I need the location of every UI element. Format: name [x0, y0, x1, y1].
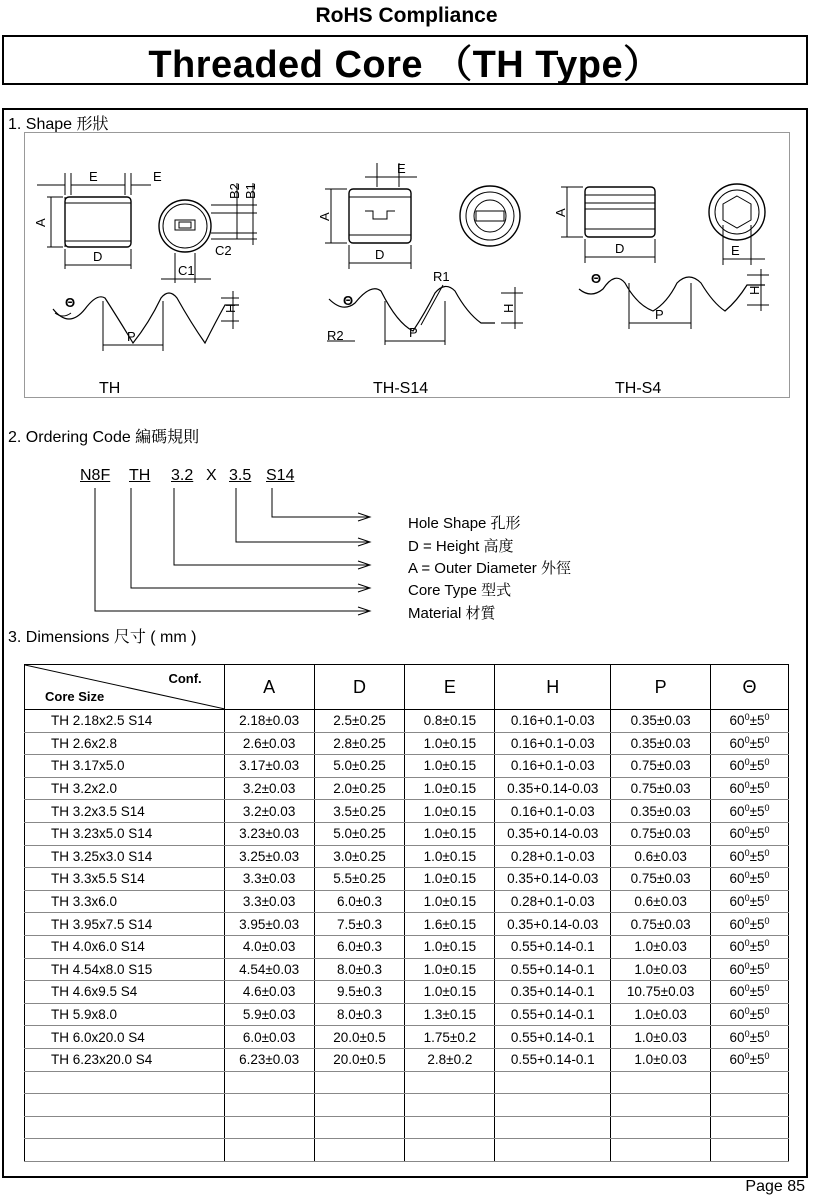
th-dim-c1: C1 [178, 263, 195, 278]
val-h-cell: 0.35+0.14-0.1 [495, 981, 611, 1004]
val-p-cell: 0.75±0.03 [611, 777, 711, 800]
table-row [25, 777, 789, 800]
degree-sup: 0 [744, 983, 750, 994]
val-a-cell: 5.9±0.03 [224, 1003, 314, 1026]
degree-sup: 0 [744, 1006, 750, 1017]
code-hole: S14 [266, 467, 295, 484]
degree-sup: 0 [764, 1006, 770, 1017]
val-p-cell: 0.75±0.03 [611, 913, 711, 936]
core-size-cell: TH 4.54x8.0 S15 [25, 958, 225, 981]
degree-sup: 0 [744, 915, 750, 926]
val-d-cell: 7.5±0.3 [314, 913, 405, 936]
val-d-cell: 5.0±0.25 [314, 822, 405, 845]
val-d-cell: 2.5±0.25 [314, 710, 405, 733]
empty-cell [405, 1139, 495, 1162]
s4-dim-h: H [747, 285, 762, 295]
core-size-cell: TH 3.17x5.0 [25, 755, 225, 778]
core-size-cell: TH 6.0x20.0 S4 [25, 1026, 225, 1049]
degree-sup: 0 [764, 712, 770, 723]
empty-cell [314, 1071, 405, 1094]
val-d-cell: 2.0±0.25 [314, 777, 405, 800]
val-h-cell: 0.55+0.14-0.1 [495, 1048, 611, 1071]
theta-cell [711, 777, 789, 800]
val-h-cell: 0.55+0.14-0.1 [495, 1026, 611, 1049]
code-x: X [206, 467, 217, 484]
val-a-cell: 3.95±0.03 [224, 913, 314, 936]
s14-dim-r2: R2 [327, 328, 344, 343]
table-row [25, 890, 789, 913]
theta-tolerance: ±5 [749, 894, 765, 910]
s14-dim-p: P [409, 325, 418, 340]
table-row [25, 1048, 789, 1071]
table-row [25, 710, 789, 733]
empty-cell [314, 1094, 405, 1117]
col-p: P [611, 665, 711, 710]
val-a-cell: 3.2±0.03 [224, 800, 314, 823]
val-h-cell: 0.35+0.14-0.03 [495, 913, 611, 936]
s4-dim-p: P [655, 307, 664, 322]
empty-row [25, 1071, 789, 1094]
th-dim-b2: B2 [227, 183, 242, 199]
theta-cell [711, 732, 789, 755]
val-d-cell: 5.0±0.25 [314, 755, 405, 778]
degree-sup: 0 [764, 915, 770, 926]
col-h: H [495, 665, 611, 710]
col-a: A [224, 665, 314, 710]
val-e-cell: 1.0±0.15 [405, 777, 495, 800]
degree-sup: 0 [744, 825, 750, 836]
val-e-cell: 1.75±0.2 [405, 1026, 495, 1049]
theta-cell [711, 913, 789, 936]
val-e-cell: 1.6±0.15 [405, 913, 495, 936]
theta-tolerance: ±5 [749, 848, 765, 864]
theta-cell [711, 800, 789, 823]
val-d-cell: 9.5±0.3 [314, 981, 405, 1004]
table-row [25, 755, 789, 778]
th-dim-p: P [127, 329, 136, 344]
theta-tolerance: ±5 [749, 713, 765, 729]
s14-dim-h: H [501, 303, 516, 313]
table-row [25, 935, 789, 958]
empty-row [25, 1139, 789, 1162]
empty-cell [25, 1094, 225, 1117]
degree-sup: 0 [744, 1051, 750, 1062]
title-box [2, 35, 808, 85]
val-d-cell: 20.0±0.5 [314, 1026, 405, 1049]
val-a-cell: 6.0±0.03 [224, 1026, 314, 1049]
val-a-cell: 3.25±0.03 [224, 845, 314, 868]
table-row [25, 732, 789, 755]
table-header-row [25, 665, 789, 710]
theta-tolerance: ±5 [749, 871, 765, 887]
theta-cell [711, 868, 789, 891]
section-ordering-title: 2. Ordering Code 編碼規則 [8, 429, 200, 446]
code-height: 3.5 [229, 467, 252, 484]
theta-value: 60 [729, 1029, 745, 1045]
degree-sup: 0 [764, 757, 770, 768]
theta-cell [711, 981, 789, 1004]
empty-cell [611, 1139, 711, 1162]
section-shape-title: 1. Shape 形狀 [8, 116, 109, 133]
degree-sup: 0 [764, 938, 770, 949]
core-size-cell: TH 3.3x6.0 [25, 890, 225, 913]
theta-cell [711, 958, 789, 981]
theta-cell [711, 845, 789, 868]
th-s14-diagram [317, 161, 523, 397]
th-dim-a: A [33, 218, 48, 227]
s14-dim-theta: Θ [343, 293, 354, 308]
th-diagram [33, 169, 258, 397]
val-p-cell: 1.0±0.03 [611, 958, 711, 981]
val-h-cell: 0.16+0.1-0.03 [495, 732, 611, 755]
theta-value: 60 [729, 916, 745, 932]
degree-sup: 0 [764, 734, 770, 745]
theta-cell [711, 822, 789, 845]
ordering-arrows [0, 480, 420, 630]
empty-cell [611, 1071, 711, 1094]
code-material: N8F [80, 467, 111, 484]
legend-core-type: Core Type 型式 [408, 582, 512, 599]
val-p-cell: 0.6±0.03 [611, 845, 711, 868]
theta-cell [711, 1026, 789, 1049]
val-a-cell: 2.18±0.03 [224, 710, 314, 733]
s14-dim-a: A [317, 212, 332, 221]
degree-sup: 0 [764, 1051, 770, 1062]
empty-cell [224, 1071, 314, 1094]
shape-drawings [25, 133, 791, 399]
core-size-cell: TH 3.23x5.0 S14 [25, 822, 225, 845]
val-e-cell: 1.0±0.15 [405, 755, 495, 778]
empty-cell [25, 1139, 225, 1162]
theta-tolerance: ±5 [749, 984, 765, 1000]
degree-sup: 0 [764, 847, 770, 858]
theta-value: 60 [729, 758, 745, 774]
s4-dim-theta: Θ [591, 271, 602, 286]
th-label: TH [99, 380, 121, 397]
code-diameter: 3.2 [171, 467, 194, 484]
val-a-cell: 3.2±0.03 [224, 777, 314, 800]
empty-cell [495, 1139, 611, 1162]
val-h-cell: 0.28+0.1-0.03 [495, 845, 611, 868]
val-e-cell: 1.0±0.15 [405, 958, 495, 981]
rohs-heading: RoHS Compliance [315, 4, 498, 27]
val-h-cell: 0.16+0.1-0.03 [495, 755, 611, 778]
theta-tolerance: ±5 [749, 1007, 765, 1023]
theta-value: 60 [729, 735, 745, 751]
degree-sup: 0 [744, 757, 750, 768]
theta-value: 60 [729, 871, 745, 887]
val-e-cell: 0.8±0.15 [405, 710, 495, 733]
val-p-cell: 0.75±0.03 [611, 755, 711, 778]
val-e-cell: 1.0±0.15 [405, 822, 495, 845]
theta-cell [711, 710, 789, 733]
empty-cell [405, 1094, 495, 1117]
core-size-cell: TH 6.23x20.0 S4 [25, 1048, 225, 1071]
theta-tolerance: ±5 [749, 826, 765, 842]
empty-cell [405, 1071, 495, 1094]
empty-cell [611, 1116, 711, 1139]
val-a-cell: 3.3±0.03 [224, 890, 314, 913]
val-d-cell: 20.0±0.5 [314, 1048, 405, 1071]
theta-value: 60 [729, 713, 745, 729]
s14-label: TH-S14 [373, 380, 429, 397]
theta-tolerance: ±5 [749, 781, 765, 797]
th-dim-theta: Θ [65, 295, 76, 310]
val-h-cell: 0.55+0.14-0.1 [495, 1003, 611, 1026]
th-dim-e2: E [153, 169, 162, 184]
val-h-cell: 0.16+0.1-0.03 [495, 710, 611, 733]
degree-sup: 0 [764, 825, 770, 836]
degree-sup: 0 [744, 870, 750, 881]
corner-conf: Conf. [168, 671, 202, 686]
table-row [25, 822, 789, 845]
dimensions-table [24, 664, 789, 1162]
val-p-cell: 1.0±0.03 [611, 935, 711, 958]
degree-sup: 0 [744, 1028, 750, 1039]
degree-sup: 0 [744, 847, 750, 858]
empty-cell [25, 1116, 225, 1139]
val-d-cell: 6.0±0.3 [314, 890, 405, 913]
val-p-cell: 0.6±0.03 [611, 890, 711, 913]
val-d-cell: 5.5±0.25 [314, 868, 405, 891]
empty-cell [314, 1116, 405, 1139]
val-a-cell: 4.6±0.03 [224, 981, 314, 1004]
s4-label: TH-S4 [615, 380, 662, 397]
table-body [25, 710, 789, 1162]
core-size-cell: TH 3.2x3.5 S14 [25, 800, 225, 823]
theta-tolerance: ±5 [749, 1052, 765, 1068]
val-h-cell: 0.35+0.14-0.03 [495, 822, 611, 845]
shape-diagram-box [24, 132, 790, 398]
degree-sup: 0 [764, 893, 770, 904]
val-d-cell: 2.8±0.25 [314, 732, 405, 755]
theta-tolerance: ±5 [749, 916, 765, 932]
val-h-cell: 0.16+0.1-0.03 [495, 800, 611, 823]
degree-sup: 0 [744, 938, 750, 949]
theta-value: 60 [729, 961, 745, 977]
degree-sup: 0 [744, 780, 750, 791]
th-dim-d: D [93, 249, 103, 264]
degree-sup: 0 [764, 780, 770, 791]
th-dim-e1: E [89, 169, 98, 184]
val-a-cell: 6.23±0.03 [224, 1048, 314, 1071]
core-size-cell: TH 3.95x7.5 S14 [25, 913, 225, 936]
val-a-cell: 3.3±0.03 [224, 868, 314, 891]
empty-cell [224, 1139, 314, 1162]
empty-cell [611, 1094, 711, 1117]
table-row [25, 958, 789, 981]
theta-cell [711, 755, 789, 778]
empty-cell [314, 1139, 405, 1162]
theta-tolerance: ±5 [749, 939, 765, 955]
th-dim-h: H [223, 303, 238, 313]
val-p-cell: 1.0±0.03 [611, 1003, 711, 1026]
val-h-cell: 0.35+0.14-0.03 [495, 777, 611, 800]
s4-dim-e: E [731, 243, 740, 258]
val-a-cell: 4.54±0.03 [224, 958, 314, 981]
theta-value: 60 [729, 939, 745, 955]
val-e-cell: 1.0±0.15 [405, 732, 495, 755]
val-a-cell: 2.6±0.03 [224, 732, 314, 755]
core-size-cell: TH 2.6x2.8 [25, 732, 225, 755]
theta-value: 60 [729, 803, 745, 819]
empty-cell [25, 1071, 225, 1094]
val-d-cell: 8.0±0.3 [314, 958, 405, 981]
legend-height: D = Height 高度 [408, 538, 514, 555]
section-dimensions-title: 3. Dimensions 尺寸 ( mm ) [8, 629, 197, 646]
theta-value: 60 [729, 984, 745, 1000]
s4-dim-a: A [553, 208, 568, 217]
val-d-cell: 3.0±0.25 [314, 845, 405, 868]
degree-sup: 0 [764, 983, 770, 994]
val-d-cell: 3.5±0.25 [314, 800, 405, 823]
degree-sup: 0 [744, 734, 750, 745]
core-size-cell: TH 5.9x8.0 [25, 1003, 225, 1026]
s4-dim-d: D [615, 241, 625, 256]
val-p-cell: 0.75±0.03 [611, 868, 711, 891]
legend-outer-diameter: A = Outer Diameter 外徑 [408, 560, 571, 577]
val-p-cell: 0.35±0.03 [611, 732, 711, 755]
table-row [25, 981, 789, 1004]
page-title: Threaded Core （TH Type） [148, 43, 662, 86]
theta-tolerance: ±5 [749, 961, 765, 977]
val-h-cell: 0.55+0.14-0.1 [495, 935, 611, 958]
val-p-cell: 1.0±0.03 [611, 1048, 711, 1071]
theta-value: 60 [729, 781, 745, 797]
col-d: D [314, 665, 405, 710]
table-row [25, 913, 789, 936]
val-h-cell: 0.35+0.14-0.03 [495, 868, 611, 891]
degree-sup: 0 [744, 802, 750, 813]
table-row [25, 800, 789, 823]
theta-cell [711, 935, 789, 958]
core-size-cell: TH 2.18x2.5 S14 [25, 710, 225, 733]
col-e: E [405, 665, 495, 710]
theta-value: 60 [729, 826, 745, 842]
code-type: TH [129, 467, 151, 484]
table-row [25, 1003, 789, 1026]
theta-cell [711, 1048, 789, 1071]
val-p-cell: 10.75±0.03 [611, 981, 711, 1004]
th-dim-b1: B1 [243, 183, 258, 199]
degree-sup: 0 [744, 712, 750, 723]
theta-value: 60 [729, 1052, 745, 1068]
val-e-cell: 1.0±0.15 [405, 868, 495, 891]
core-size-cell: TH 4.0x6.0 S14 [25, 935, 225, 958]
core-size-cell: TH 3.25x3.0 S14 [25, 845, 225, 868]
val-h-cell: 0.55+0.14-0.1 [495, 958, 611, 981]
theta-value: 60 [729, 894, 745, 910]
core-size-cell: TH 3.2x2.0 [25, 777, 225, 800]
empty-cell [711, 1094, 789, 1117]
theta-cell [711, 890, 789, 913]
col-theta: Θ [711, 665, 789, 710]
empty-cell [711, 1071, 789, 1094]
empty-cell [405, 1116, 495, 1139]
table-row [25, 868, 789, 891]
degree-sup: 0 [764, 1028, 770, 1039]
legend-hole-shape: Hole Shape 孔形 [408, 515, 521, 532]
val-e-cell: 1.0±0.15 [405, 800, 495, 823]
val-a-cell: 3.23±0.03 [224, 822, 314, 845]
empty-cell [495, 1094, 611, 1117]
table-row [25, 845, 789, 868]
empty-cell [224, 1116, 314, 1139]
theta-value: 60 [729, 1007, 745, 1023]
empty-cell [711, 1116, 789, 1139]
val-p-cell: 0.35±0.03 [611, 710, 711, 733]
empty-cell [495, 1071, 611, 1094]
corner-core-size: Core Size [45, 689, 105, 704]
val-e-cell: 1.0±0.15 [405, 890, 495, 913]
val-p-cell: 0.75±0.03 [611, 822, 711, 845]
degree-sup: 0 [744, 893, 750, 904]
empty-row [25, 1094, 789, 1117]
legend-material: Material 材質 [408, 605, 496, 622]
val-d-cell: 6.0±0.3 [314, 935, 405, 958]
degree-sup: 0 [744, 960, 750, 971]
val-a-cell: 4.0±0.03 [224, 935, 314, 958]
degree-sup: 0 [764, 870, 770, 881]
th-s4-diagram [553, 184, 769, 397]
theta-tolerance: ±5 [749, 735, 765, 751]
val-e-cell: 1.0±0.15 [405, 981, 495, 1004]
val-e-cell: 2.8±0.2 [405, 1048, 495, 1071]
val-p-cell: 1.0±0.03 [611, 1026, 711, 1049]
theta-cell [711, 1003, 789, 1026]
theta-tolerance: ±5 [749, 803, 765, 819]
val-e-cell: 1.0±0.15 [405, 935, 495, 958]
theta-tolerance: ±5 [749, 758, 765, 774]
empty-cell [711, 1139, 789, 1162]
s14-dim-d: D [375, 247, 385, 262]
empty-row [25, 1116, 789, 1139]
s14-dim-r1: R1 [433, 269, 450, 284]
val-a-cell: 3.17±0.03 [224, 755, 314, 778]
s14-dim-e: E [397, 161, 406, 176]
degree-sup: 0 [764, 960, 770, 971]
theta-tolerance: ±5 [749, 1029, 765, 1045]
core-size-cell: TH 3.3x5.5 S14 [25, 868, 225, 891]
val-e-cell: 1.3±0.15 [405, 1003, 495, 1026]
val-e-cell: 1.0±0.15 [405, 845, 495, 868]
val-h-cell: 0.28+0.1-0.03 [495, 890, 611, 913]
val-p-cell: 0.35±0.03 [611, 800, 711, 823]
theta-value: 60 [729, 848, 745, 864]
corner-header-cell [25, 665, 225, 710]
empty-cell [495, 1116, 611, 1139]
page-number: Page 85 [745, 1178, 805, 1195]
val-d-cell: 8.0±0.3 [314, 1003, 405, 1026]
empty-cell [224, 1094, 314, 1117]
core-size-cell: TH 4.6x9.5 S4 [25, 981, 225, 1004]
table-row [25, 1026, 789, 1049]
degree-sup: 0 [764, 802, 770, 813]
th-dim-c2: C2 [215, 243, 232, 258]
